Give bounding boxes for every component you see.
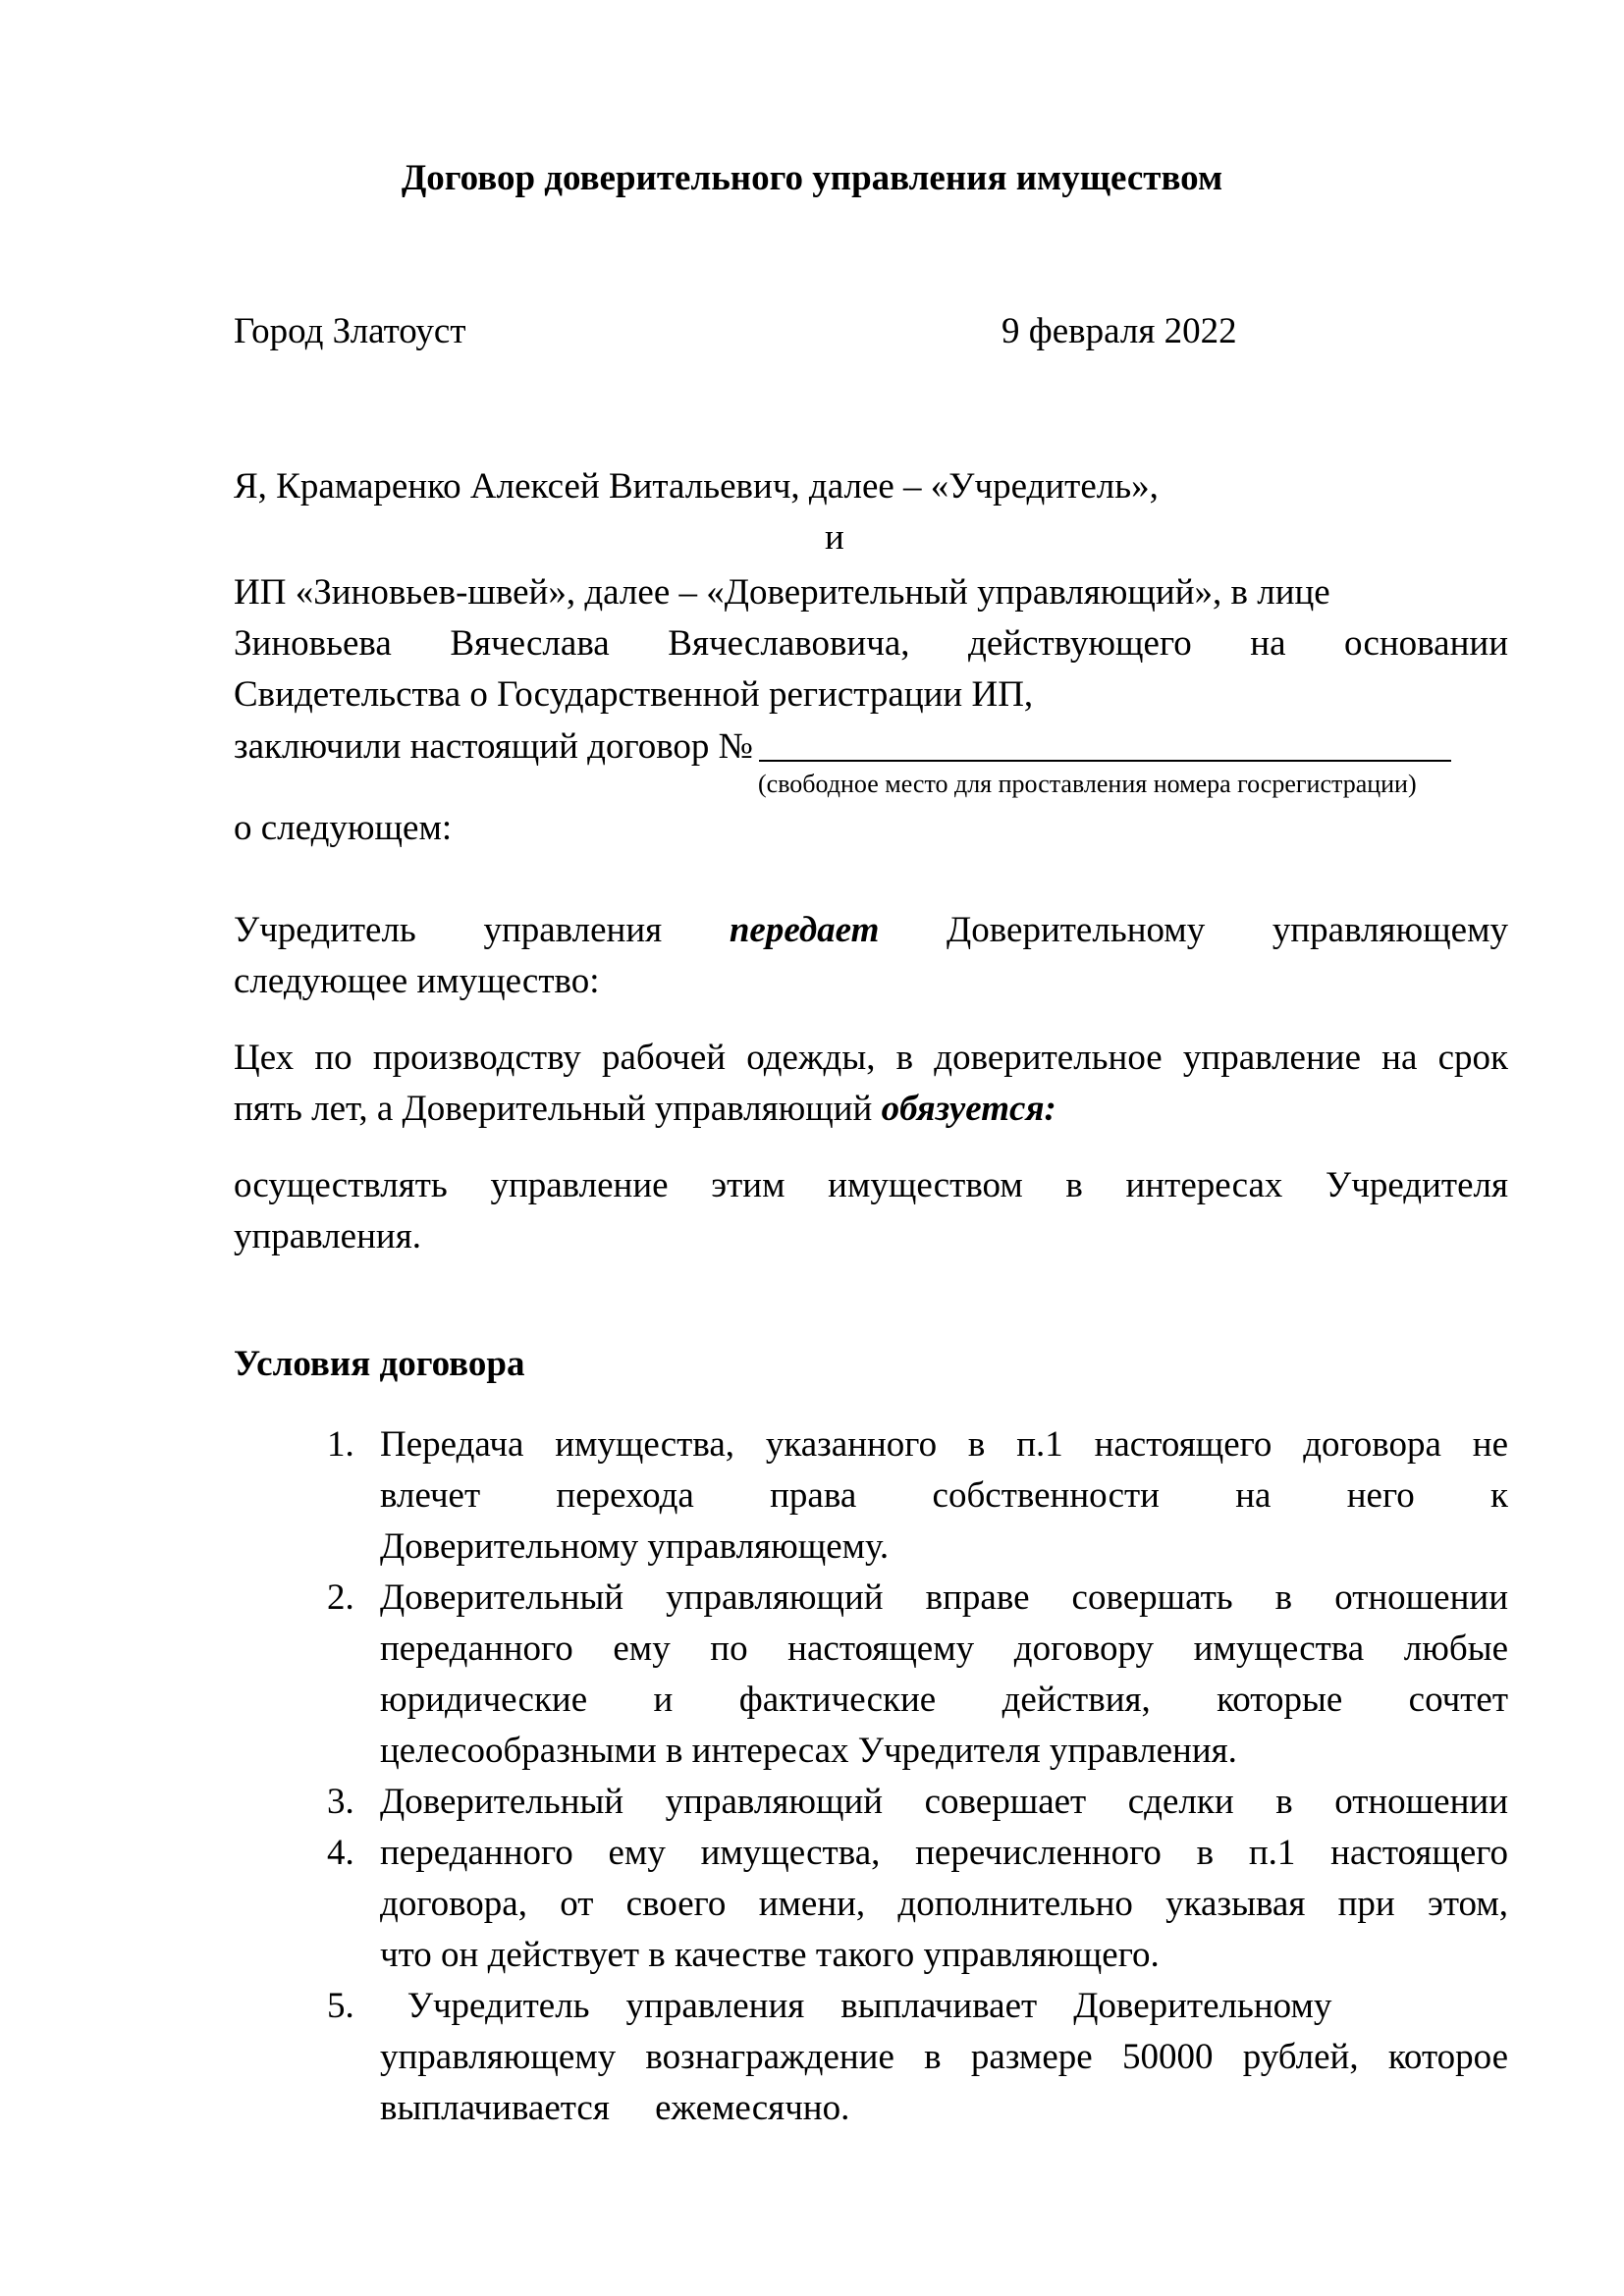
subject-paragraph-1 — [234, 905, 1508, 1007]
conditions-heading: Условия договора — [234, 1344, 525, 1384]
list-item-number: 3. — [327, 1782, 354, 1822]
party-manager-line: ИП «Зиновьев-швей», далее – «Доверительный управляющий», в лице — [234, 572, 1330, 613]
subject-line-2: следующее имущество: — [234, 961, 600, 1001]
subject-paragraph-2 — [234, 1033, 1508, 1135]
and-conjunction: и — [825, 517, 844, 558]
list-item-line: что он действует в качестве такого управляющего. — [380, 1935, 1160, 1975]
list-item-line: Доверительному управляющему. — [380, 1526, 890, 1567]
document-title: Договор доверительного управления имуществом — [401, 158, 1223, 198]
list-item-number: 2. — [327, 1577, 354, 1618]
subject-line-6: управления. — [234, 1216, 421, 1256]
date: 9 февраля 2022 — [1001, 311, 1237, 351]
list-item-line: Передача имущества, указанного в п.1 настоящего договора не — [380, 1424, 1508, 1465]
party-founder-line: Я, Крамаренко Алексей Витальевич, далее – «Учредитель», — [234, 466, 1159, 507]
conditions-list — [234, 1419, 1508, 2134]
list-item-number: 5. — [327, 1986, 354, 2026]
city: Город Златоуст — [234, 311, 466, 351]
subject-line-4 — [234, 1084, 1508, 1135]
list-item-line: целесообразными в интересах Учредителя управления. — [380, 1731, 1237, 1771]
party-manager-block — [234, 567, 1508, 721]
list-item-line: управляющему вознаграждение в размере 50000 рублей, которое — [380, 2037, 1508, 2077]
list-item — [234, 1981, 1508, 2134]
list-item-line: выплачивается ежемесячно. — [380, 2088, 850, 2128]
obliges-emphasis: обязуется: — [881, 1089, 1056, 1129]
list-item-line: переданного ему по настоящему договору имущества любые — [380, 1629, 1508, 1669]
list-item — [234, 1828, 1508, 1981]
party-manager-basis: Свидетельства о Государственной регистрации ИП, — [234, 674, 1034, 715]
contract-number-field[interactable] — [759, 721, 1451, 762]
list-item-line: договора, от своего имени, дополнительно указывая при этом, — [380, 1884, 1508, 1924]
list-item-number: 4. — [327, 1833, 354, 1873]
subject-line-5: осуществлять управление этим имуществом в интересах Учредителя — [234, 1165, 1508, 1205]
list-item-line: переданного ему имущества, перечисленного в п.1 настоящего — [380, 1833, 1508, 1873]
list-item-line: Доверительный управляющий вправе совершать в отношении — [380, 1577, 1508, 1618]
list-item-line: Учредитель управления выплачивает Доверительному — [380, 1986, 1332, 2026]
contract-number-line — [234, 721, 1451, 768]
list-item-line: Доверительный управляющий совершает сделки в отношении — [380, 1782, 1508, 1822]
term-text: пять лет, а Доверительный управляющий — [234, 1089, 873, 1129]
subject-line-1 — [234, 905, 1508, 956]
list-item-line: влечет перехода права собственности на него к — [380, 1475, 1508, 1516]
list-item — [234, 1419, 1508, 1573]
list-item-number: 1. — [327, 1424, 354, 1465]
contract-number-hint: (свободное место для проставления номера госрегистрации) — [758, 770, 1417, 798]
contract-number-label: заключили настоящий договор № — [234, 726, 753, 767]
party-manager-representative: Зиновьева Вячеслава Вячеславовича, действующего на основании — [234, 623, 1508, 664]
subject-manager-text: Доверительному управляющему — [947, 910, 1509, 950]
subject-founder-text: Учредитель управления — [234, 910, 663, 950]
transfers-emphasis: передает — [729, 910, 880, 950]
following-text: о следующем: — [234, 808, 453, 848]
list-item — [234, 1777, 1508, 1828]
list-item — [234, 1573, 1508, 1777]
list-item-line: юридические и фактические действия, которые сочтет — [380, 1680, 1508, 1720]
subject-line-3: Цех по производству рабочей одежды, в доверительное управление на срок — [234, 1038, 1508, 1078]
subject-paragraph-3 — [234, 1160, 1508, 1262]
